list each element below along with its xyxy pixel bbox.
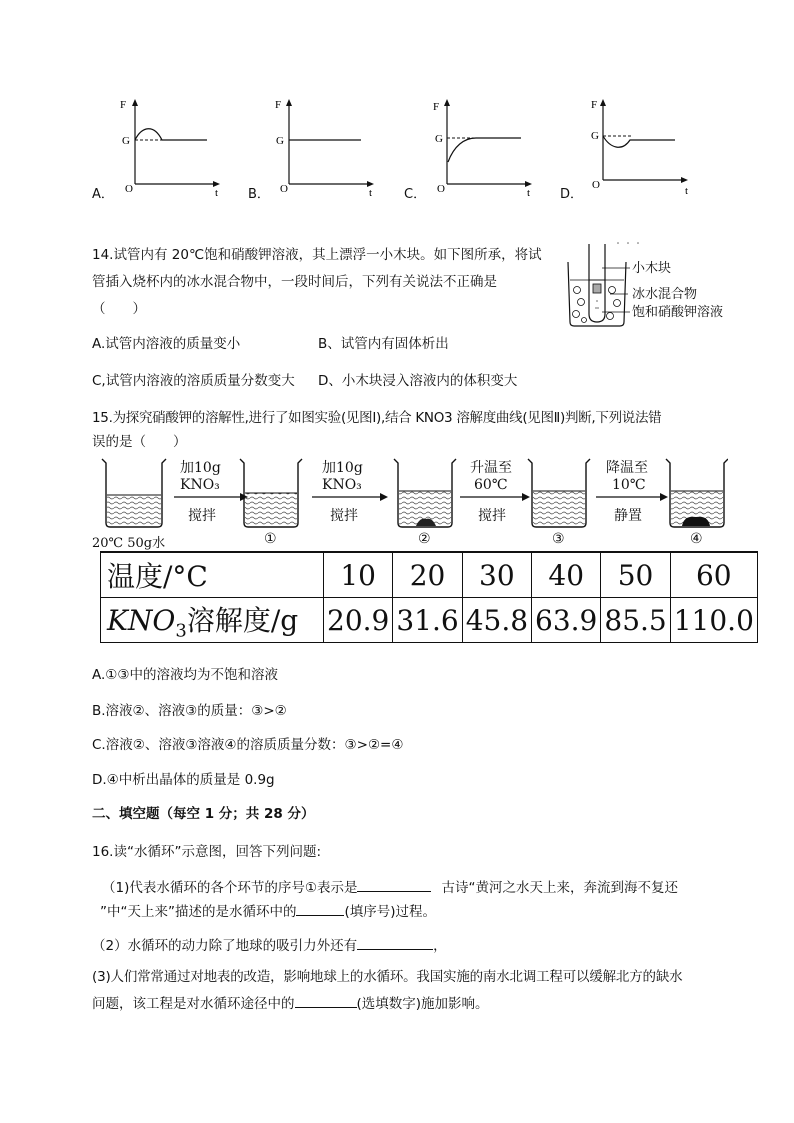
option-letter: A． [92,187,114,202]
q14-option-d: D、小木块浸入溶液内的体积变大 [318,373,518,389]
arrow-4-bottom: 静置 [614,508,642,524]
formula-kno: KNO [107,603,176,637]
table-cell: 40 [532,552,601,598]
origin-label: O [592,179,600,191]
table-cell: 10 [324,552,393,598]
answer-blank-1[interactable] [357,877,431,892]
axis-f-label: F [433,101,440,113]
q16-part2-text-b: ， [433,938,447,954]
option-letter: B． [248,187,270,202]
answer-blank-3[interactable] [357,935,433,950]
q16-part2-text-a: （2）水循环的动力除了地球的吸引力外还有 [92,938,358,954]
temperature-header: 温度/°C [101,552,324,598]
q16-intro: 16.读“水循环”示意图，回答下列问题: [92,844,322,860]
axis-g-label: G [276,135,284,147]
q14-option-b: B、试管内有固体析出 [318,336,449,352]
q14-option-a: A.试管内溶液的质量变小 [92,336,241,352]
q15-option-c: C.溶液②、溶液③溶液④的溶质质量分数：③>②=④ [92,737,404,753]
origin-label: O [280,183,288,195]
graph-option-d [560,96,700,206]
arrow-1-top2: KNO₃ [180,477,220,493]
q16-part1-text-c: ”中“天上来”描述的是水循环中的 [100,904,297,920]
q15-option-b: B.溶液②、溶液③的质量：③>② [92,703,287,719]
origin-label: O [125,183,133,195]
table-cell: 50 [601,552,670,598]
axis-t-label: t [215,187,219,199]
arrow-4-top2: 10℃ [612,477,646,493]
origin-label: O [437,183,445,195]
q14-option-c: C,试管内溶液的溶质质量分数变大 [92,373,295,389]
q16-part3-text-c: (选填数字)施加影响。 [356,996,489,1012]
q16-part3-line2 [92,993,489,1013]
table-cell: 20.9 [324,598,393,643]
q16-part1-text-a: （1)代表水循环的各个环节的序号①表示是 [102,880,358,896]
q15-option-d: D.④中析出晶体的质量是 0.9g [92,772,275,788]
table-cell: 60 [670,552,757,598]
axis-t-label: t [685,185,689,197]
section-title: 二、填空题（每空 1 分；共 28 分） [92,806,315,822]
axis-f-label: F [120,99,127,111]
graph-option-c [404,96,544,206]
q16-part1-text-b: 古诗“黄河之水天上来，奔流到海不复还 [441,880,678,896]
axis-t-label: t [369,187,373,199]
arrow-2-top1: 加10g [322,460,363,476]
formula-subscript: 3 [175,620,187,642]
arrow-3-top1: 升温至 [470,460,512,476]
experiment-figure [92,455,728,551]
q16-part1-line1 [102,877,678,897]
arrow-1-top1: 加10g [180,460,221,476]
table-cell: 45.8 [462,598,531,643]
q15-stem-line2: 误的是（ ） [92,434,187,450]
table-row [101,552,758,598]
answer-blank-2[interactable] [296,901,344,916]
q15-stem-line1: 15.为探究硝酸钾的溶解性,进行了如图实验(见图Ⅰ),结合 KNO3 溶解度曲线(见图Ⅱ)判断,下列说法错 [92,410,662,426]
label-small-block: 小木块 [632,261,672,276]
axis-f-label: F [591,99,598,111]
arrow-3-top2: 60℃ [474,477,508,493]
table-row [101,598,758,643]
axis-g-label: G [591,130,599,142]
q16-part3-line1: (3)人们常常通过对地表的改造，影响地球上的水循环。我国实施的南水北调工程可以缓解北方的缺水 [92,969,683,985]
table-cell: 20 [393,552,462,598]
solubility-unit: 溶解度/g [186,603,299,637]
beaker-label-1: ① [264,531,277,547]
q14-answer-blank: （ ） [92,301,146,317]
axis-f-label: F [275,99,282,111]
q16-part3-text-b: 问题，该工程是对水循环途径中的 [92,996,295,1012]
q15-option-a: A.①③中的溶液均为不饱和溶液 [92,667,278,683]
option-letter: C． [404,187,427,202]
test-tube-figure [562,240,742,330]
solubility-header [101,598,324,643]
label-ice-water: 冰水混合物 [632,287,698,302]
axis-g-label: G [435,133,443,145]
arrow-1-bottom: 搅拌 [188,508,216,524]
axis-t-label: t [527,187,531,199]
table-cell: 31.6 [393,598,462,643]
beaker-label-3: ③ [552,531,565,547]
table-cell: 110.0 [670,598,757,643]
solubility-table [100,551,758,643]
beaker-label-2: ② [418,531,431,547]
q16-part1-text-d: (填序号)过程。 [344,904,437,920]
q14-stem-line2: 管插入烧杯内的冰水混合物中，一段时间后，下列有关说法不正确是 [92,274,497,290]
q16-part2 [92,935,447,955]
answer-blank-4[interactable] [295,993,357,1008]
table-cell: 85.5 [601,598,670,643]
arrow-2-bottom: 搅拌 [330,508,358,524]
arrow-4-top1: 降温至 [606,460,648,476]
axis-g-label: G [122,135,130,147]
arrow-2-top2: KNO₃ [322,477,362,493]
beaker-label-4: ④ [690,531,703,547]
q14-stem-line1: 14.试管内有 20℃饱和硝酸钾溶液，其上漂浮一小木块。如下图所承，将试 [92,247,542,263]
start-label: 20℃ 50g水 [92,536,166,551]
q16-part1-line2 [100,901,436,921]
label-kno3-solution: 饱和硝酸钾溶液 [632,305,724,320]
arrow-3-bottom: 搅拌 [478,508,506,524]
table-cell: 30 [462,552,531,598]
option-letter: D． [560,187,584,202]
table-cell: 63.9 [532,598,601,643]
graph-option-b [248,96,388,206]
graph-option-a [92,96,232,206]
